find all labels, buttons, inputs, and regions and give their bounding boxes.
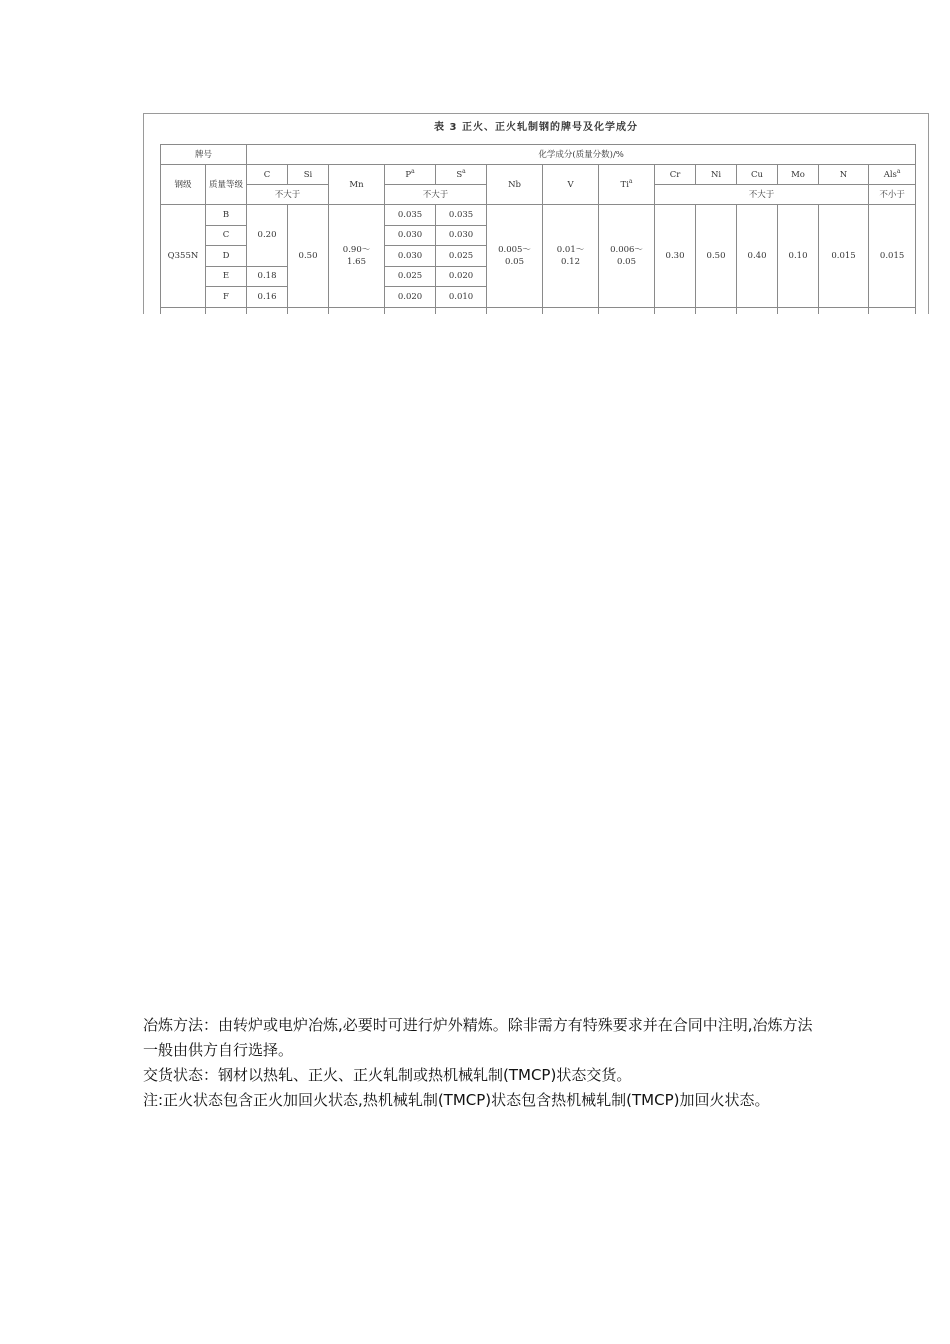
quality-cell: E — [206, 266, 247, 287]
quality-cell: D — [206, 246, 247, 267]
cr-cell: 0.30 — [655, 205, 696, 308]
ti-cell: 0.006～ 0.05 — [599, 205, 655, 308]
not-more-than-c-si: 不大于 — [247, 185, 329, 205]
header-c: C — [247, 165, 288, 185]
table-image — [143, 113, 929, 314]
cu-cell: 0.40 — [737, 205, 778, 308]
header-ni: Ni — [696, 165, 737, 185]
grade-cell: Q355N — [161, 205, 206, 308]
p-cell: 0.030 — [385, 246, 436, 267]
s-cell: 0.020 — [436, 266, 487, 287]
header-als: Als$^a$ — [869, 165, 916, 185]
v-cell: 0.01～ 0.12 — [543, 205, 599, 308]
s-cell: 0.035 — [436, 205, 487, 226]
note-paragraph: 注:正火状态包含正火加回火状态,热机械轧制(TMCP)状态包含热机械轧制(TMCP)加回火状态。 — [143, 1091, 770, 1109]
not-more-than-p-s: 不大于 — [385, 185, 487, 205]
quality-cell: C — [206, 225, 247, 246]
not-more-than-rest: 不大于 — [655, 185, 869, 205]
si-cell: 0.50 — [288, 205, 329, 308]
header-mo: Mo — [778, 165, 819, 185]
smelting-method-paragraph: 冶炼方法：由转炉或电炉冶炼,必要时可进行炉外精炼。除非需方有特殊要求并在合同中注明,冶炼方法一般由供方自行选择。 — [143, 1016, 813, 1059]
als-cell: 0.015 — [869, 205, 916, 308]
p-cell: 0.035 — [385, 205, 436, 226]
s-cell: 0.010 — [436, 287, 487, 308]
header-quality: 质量等级 — [206, 165, 247, 205]
header-chem: 化学成分(质量分数)/% — [247, 145, 916, 165]
p-cell: 0.025 — [385, 266, 436, 287]
delivery-state-paragraph: 交货状态：钢材以热轧、正火、正火轧制或热机械轧制(TMCP)状态交货。 — [143, 1066, 632, 1084]
p-cell: 0.020 — [385, 287, 436, 308]
chemical-composition-table — [160, 144, 916, 314]
header-si: Si — [288, 165, 329, 185]
nb-cell: 0.005～ 0.05 — [487, 205, 543, 308]
body-text — [143, 1013, 815, 1113]
quality-cell: F — [206, 287, 247, 308]
header-grade: 钢级 — [161, 165, 206, 205]
mo-cell: 0.10 — [778, 205, 819, 308]
not-less-than: 不小于 — [869, 185, 916, 205]
header-ti: Ti$^a$ — [599, 165, 655, 205]
mn-cell: 0.90～ 1.65 — [329, 205, 385, 308]
header-nb: Nb — [487, 165, 543, 205]
s-cell: 0.025 — [436, 246, 487, 267]
c-cell: 0.18 — [247, 266, 288, 287]
ni-cell: 0.50 — [696, 205, 737, 308]
p-cell: 0.030 — [385, 225, 436, 246]
header-mn: Mn — [329, 165, 385, 205]
quality-cell: B — [206, 205, 247, 226]
s-cell: 0.030 — [436, 225, 487, 246]
c-cell: 0.16 — [247, 287, 288, 308]
c-cell-bcd: 0.20 — [247, 205, 288, 267]
header-n: N — [819, 165, 869, 185]
header-brand: 牌号 — [161, 145, 247, 165]
header-s: $S^a$ — [436, 165, 487, 185]
n-cell: 0.015 — [819, 205, 869, 308]
table-caption: 表 3 正火、正火轧制钢的牌号及化学成分 — [434, 122, 638, 133]
header-v: V — [543, 165, 599, 205]
header-cr: Cr — [655, 165, 696, 185]
header-p: $P^a$ — [385, 165, 436, 185]
header-cu: Cu — [737, 165, 778, 185]
